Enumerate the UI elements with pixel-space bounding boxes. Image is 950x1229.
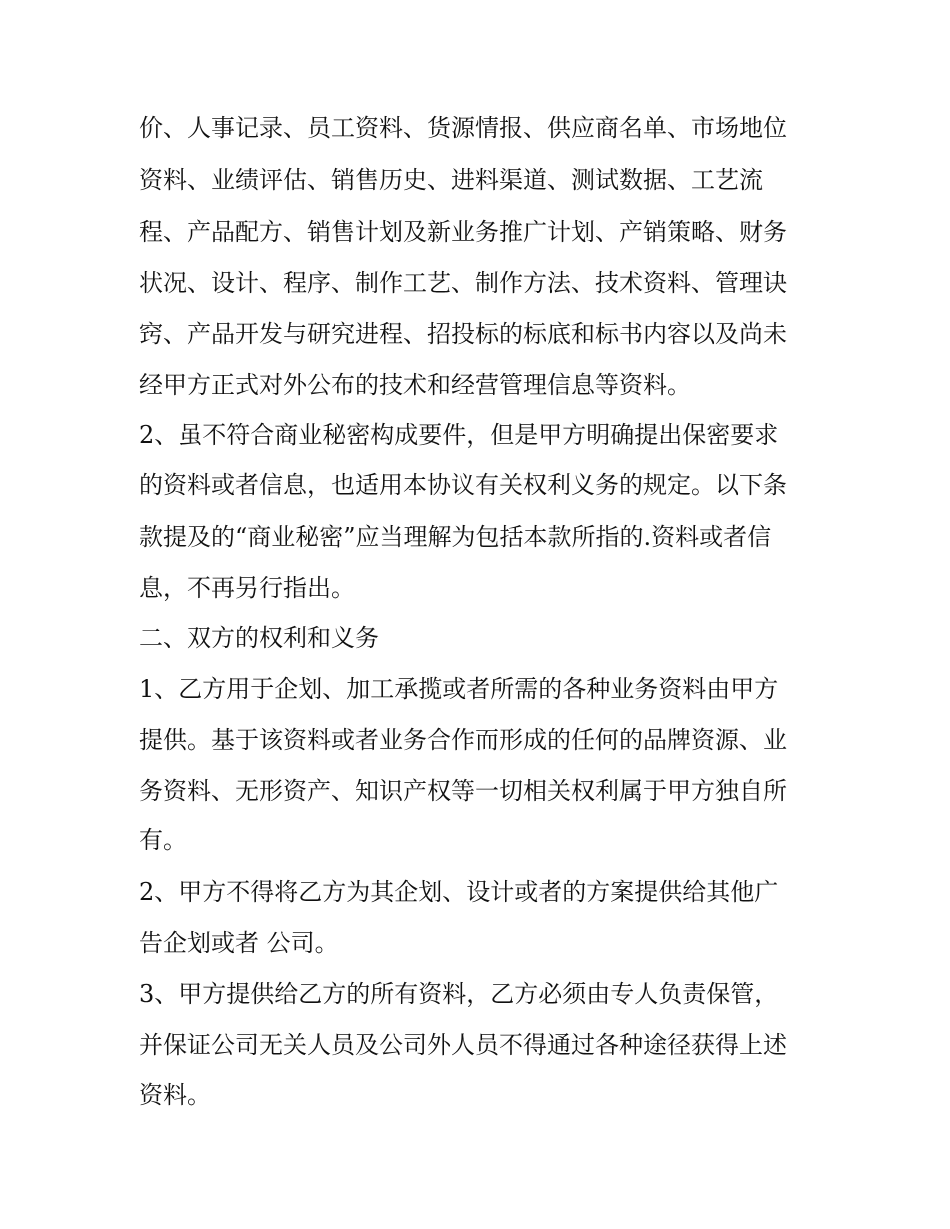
section-heading: 二、双方的权利和义务 <box>139 624 379 652</box>
text-line: 窍、产品开发与研究进程、招投标的标底和标书内容以及尚未 <box>139 320 787 348</box>
text-line: 的资料或者信息，也适用本协议有关权利义务的规定。以下条 <box>139 471 787 499</box>
text-line: 提供。基于该资料或者业务合作而形成的任何的品牌资源、业 <box>139 726 787 754</box>
text-line: 息，不再另行指出。 <box>139 574 355 602</box>
text-line: 2、甲方不得将乙方为其企划、设计或者的方案提供给其他广 <box>139 878 779 906</box>
text-line: 经甲方正式对外公布的技术和经营管理信息等资料。 <box>139 371 691 399</box>
text-line: 价、人事记录、员工资料、货源情报、供应商名单、市场地位 <box>139 114 787 142</box>
text-line: 告企划或者 公司。 <box>139 929 339 957</box>
text-line: 3、甲方提供给乙方的所有资料，乙方必须由专人负责保管， <box>139 980 779 1008</box>
text-line: 资料、业绩评估、销售历史、进料渠道、测试数据、工艺流 <box>139 166 763 194</box>
text-line: 2、虽不符合商业秘密构成要件，但是甲方明确提出保密要求 <box>139 421 779 449</box>
text-line: 资料。 <box>139 1081 211 1109</box>
text-line: 1、乙方用于企划、加工承揽或者所需的各种业务资料由甲方 <box>139 675 779 703</box>
text-line: 务资料、无形资产、知识产权等一切相关权利属于甲方独自所 <box>139 777 787 805</box>
text-line: 状况、设计、程序、制作工艺、制作方法、技术资料、管理诀 <box>139 269 787 297</box>
text-line: 款提及的“商业秘密”应当理解为包括本款所指的.资料或者信 <box>139 523 772 551</box>
text-line: 有。 <box>139 826 187 854</box>
text-line: 程、产品配方、销售计划及新业务推广计划、产销策略、财务 <box>139 218 787 246</box>
text-line: 并保证公司无关人员及公司外人员不得通过各种途径获得上述 <box>139 1031 787 1059</box>
